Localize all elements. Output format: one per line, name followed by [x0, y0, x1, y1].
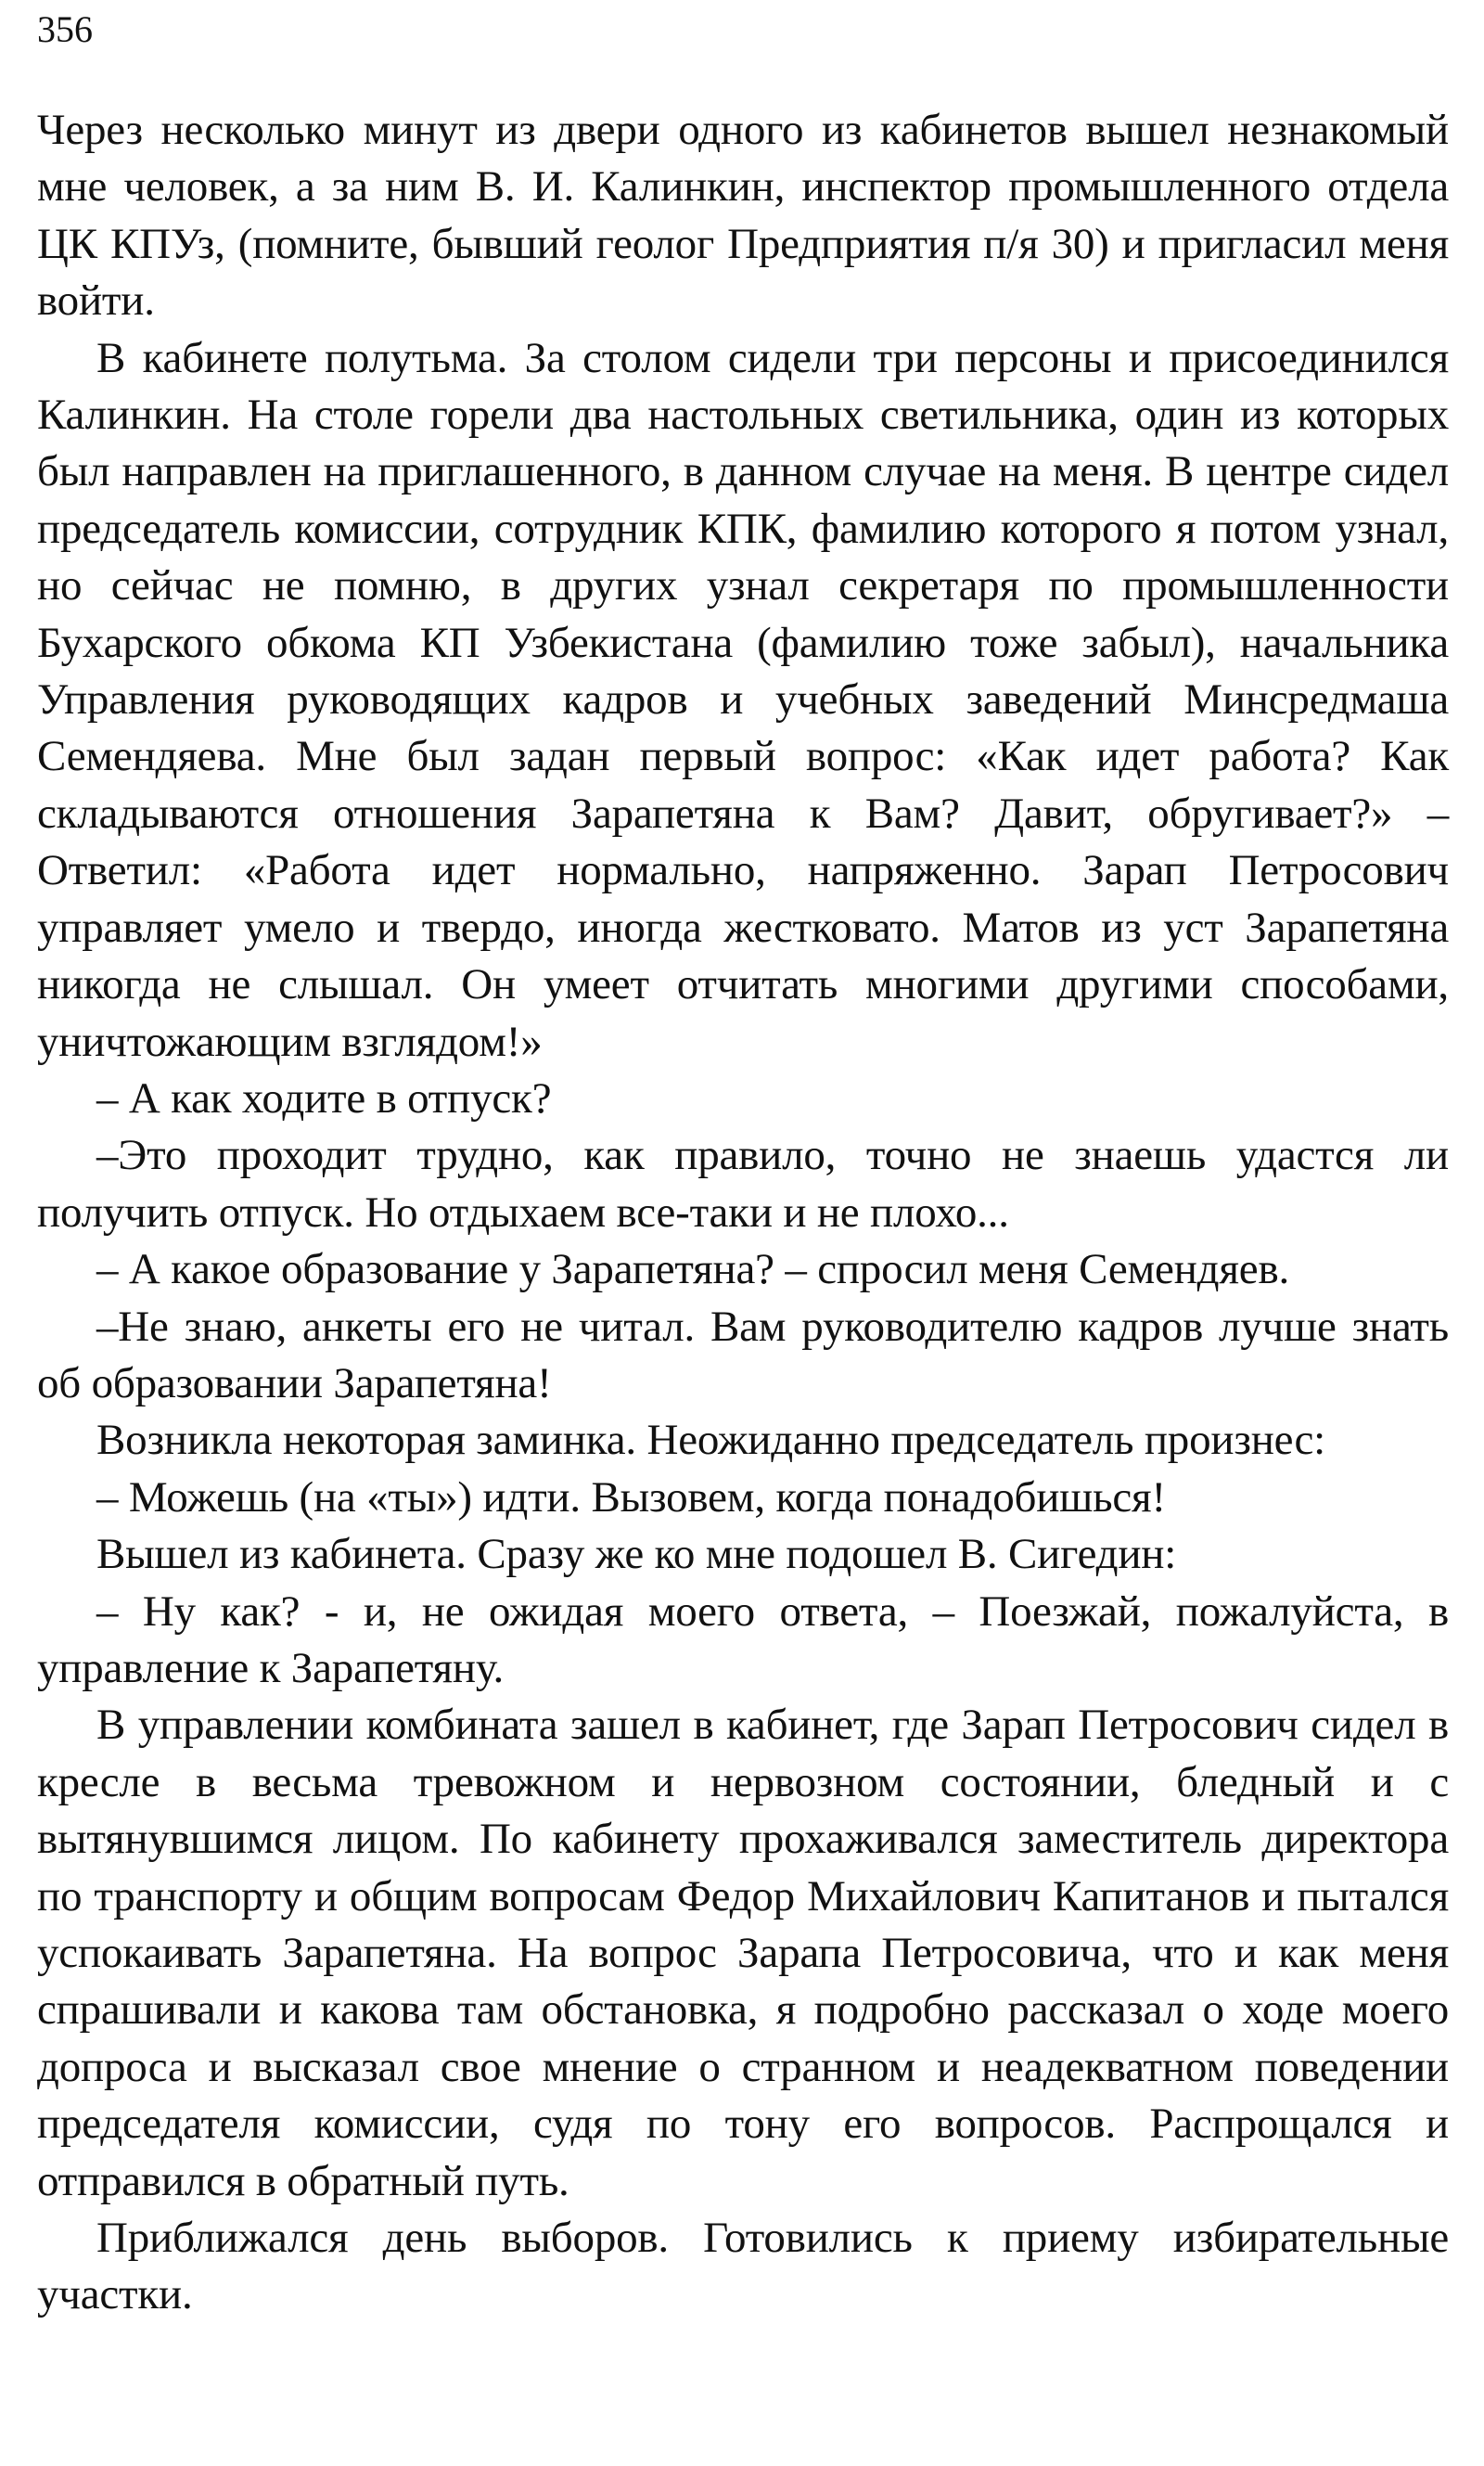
- paragraph: –Не знаю, анкеты его не читал. Вам руководителю кадров лучше знать об образовании Зарапетяна!: [37, 1302, 1449, 1407]
- paragraph: Вышел из кабинета. Сразу же ко мне подошел В. Сигедин:: [96, 1530, 1177, 1579]
- paragraph: – А какое образование у Зарапетяна? – спросил меня Семендяев.: [96, 1245, 1289, 1294]
- body-text: [37, 102, 1449, 2324]
- page-number: 356: [37, 8, 93, 50]
- paragraph: – А как ходите в отпуск?: [96, 1073, 552, 1123]
- paragraph: – Можешь (на «ты») идти. Вызовем, когда понадобишься!: [96, 1472, 1166, 1522]
- paragraph: – Ну как? - и, не ожидая моего ответа, – Поезжай, пожалуйста, в управление к Зарапетяну.: [37, 1586, 1449, 1692]
- paragraph: Возникла некоторая заминка. Неожиданно председатель произнес:: [96, 1416, 1326, 1465]
- paragraph: Приближался день выборов. Готовились к приему избирательные участки.: [37, 2214, 1449, 2319]
- paragraph: В кабинете полутьма. За столом сидели три персоны и присоединился Калинкин. На столе горели два настольных светильника, один из которых был направлен на приглашенного, в данном случае на меня. В центре сидел председатель комиссии, сотрудник КПК, фамилию которого я потом узнал, но сейчас не помню, в других узнал секретаря по промышленности Бухарского обкома КП Узбекистана (фамилию тоже забыл), начальника Управления руководящих кадров и учебных заведений Минсредмаша Семендяева. Мне был задан первый вопрос: «Как идет работа? Как складываются отношения Зарапетяна к Вам? Давит, обругивает?» – Ответил: «Работа идет нормально, напряженно. Зарап Петросович управляет умело и твердо, иногда жестковато. Матов из уст Зарапетяна никогда не слышал. Он умеет отчитать многими другими способами, уничтожающим взглядом!»: [37, 333, 1449, 1066]
- paragraph: Через несколько минут из двери одного из кабинетов вышел незнакомый мне человек, а за ним В. И. Калинкин, инспектор промышленного отдела ЦК КПУз, (помните, бывший геолог Предприятия п/я 30) и пригласил меня войти.: [37, 106, 1449, 326]
- paragraph: –Это проходит трудно, как правило, точно не знаешь удастся ли получить отпуск. Но отдыхаем все-таки и не плохо...: [37, 1131, 1449, 1237]
- paragraph: В управлении комбината зашел в кабинет, где Зарап Петросович сидел в кресле в весьма тревожном и нервозном состоянии, бледный и с вытянувшимся лицом. По кабинету прохаживался заместитель директора по транспорту и общим вопросам Федор Михайлович Капитанов и пытался успокаивать Зарапетяна. На вопрос Зарапа Петросовича, что и как меня спрашивали и какова там обстановка, я подробно рассказал о ходе моего допроса и высказал свое мнение о странном и неадекватном поведении председателя комиссии, судя по тону его вопросов. Распрощался и отправился в обратный путь.: [37, 1701, 1449, 2205]
